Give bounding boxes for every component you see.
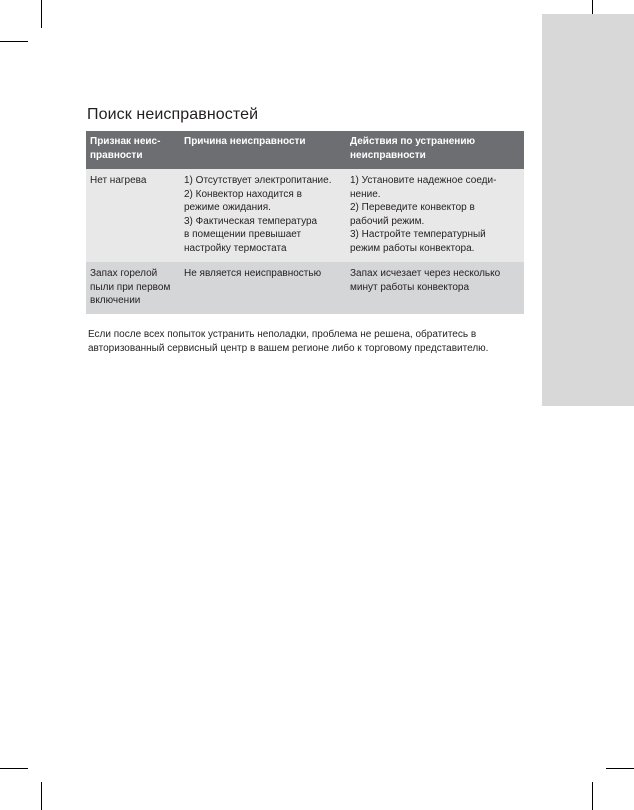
header-symptom: Признак неис- правности [86,131,180,169]
cell-symptom: Нет нагрева [86,169,180,262]
table-row [86,262,524,314]
crop-mark [41,0,42,28]
note-line: Если после всех попыток устранить неполадки, проблема не решена, обратитесь в [88,329,477,340]
side-tab [542,14,634,406]
table-header-row [86,131,524,169]
cell-action: Запах исчезает через несколько минут работы конвектора [346,262,524,314]
crop-mark [41,782,42,810]
header-action: Действия по устранению неисправности [346,131,524,169]
cell-cause: Не является неисправностью [180,262,346,314]
header-cause: Причина неисправности [180,131,346,169]
service-note [88,328,538,356]
note-line: авторизованный сервисный центр в вашем регионе либо к торговому представителю. [88,343,489,354]
page-title: Поиск неисправностей [87,106,259,123]
cell-cause: 1) Отсутствует электропитание. 2) Конвектор находится в режиме ожидания. 3) Фактическая температура в помещении превышает настройку термостата [180,169,346,262]
cell-symptom: Запах горелой пыли при первом включении [86,262,180,314]
troubleshooting-table [86,131,524,314]
crop-mark [606,768,634,769]
crop-mark [592,782,593,810]
crop-mark [0,41,28,42]
table-row [86,169,524,262]
crop-mark [0,768,28,769]
cell-action: 1) Установите надежное соеди- нение. 2) Переведите конвектор в рабочий режим. 3) Настройте температурный режим работы конвектора. [346,169,524,262]
